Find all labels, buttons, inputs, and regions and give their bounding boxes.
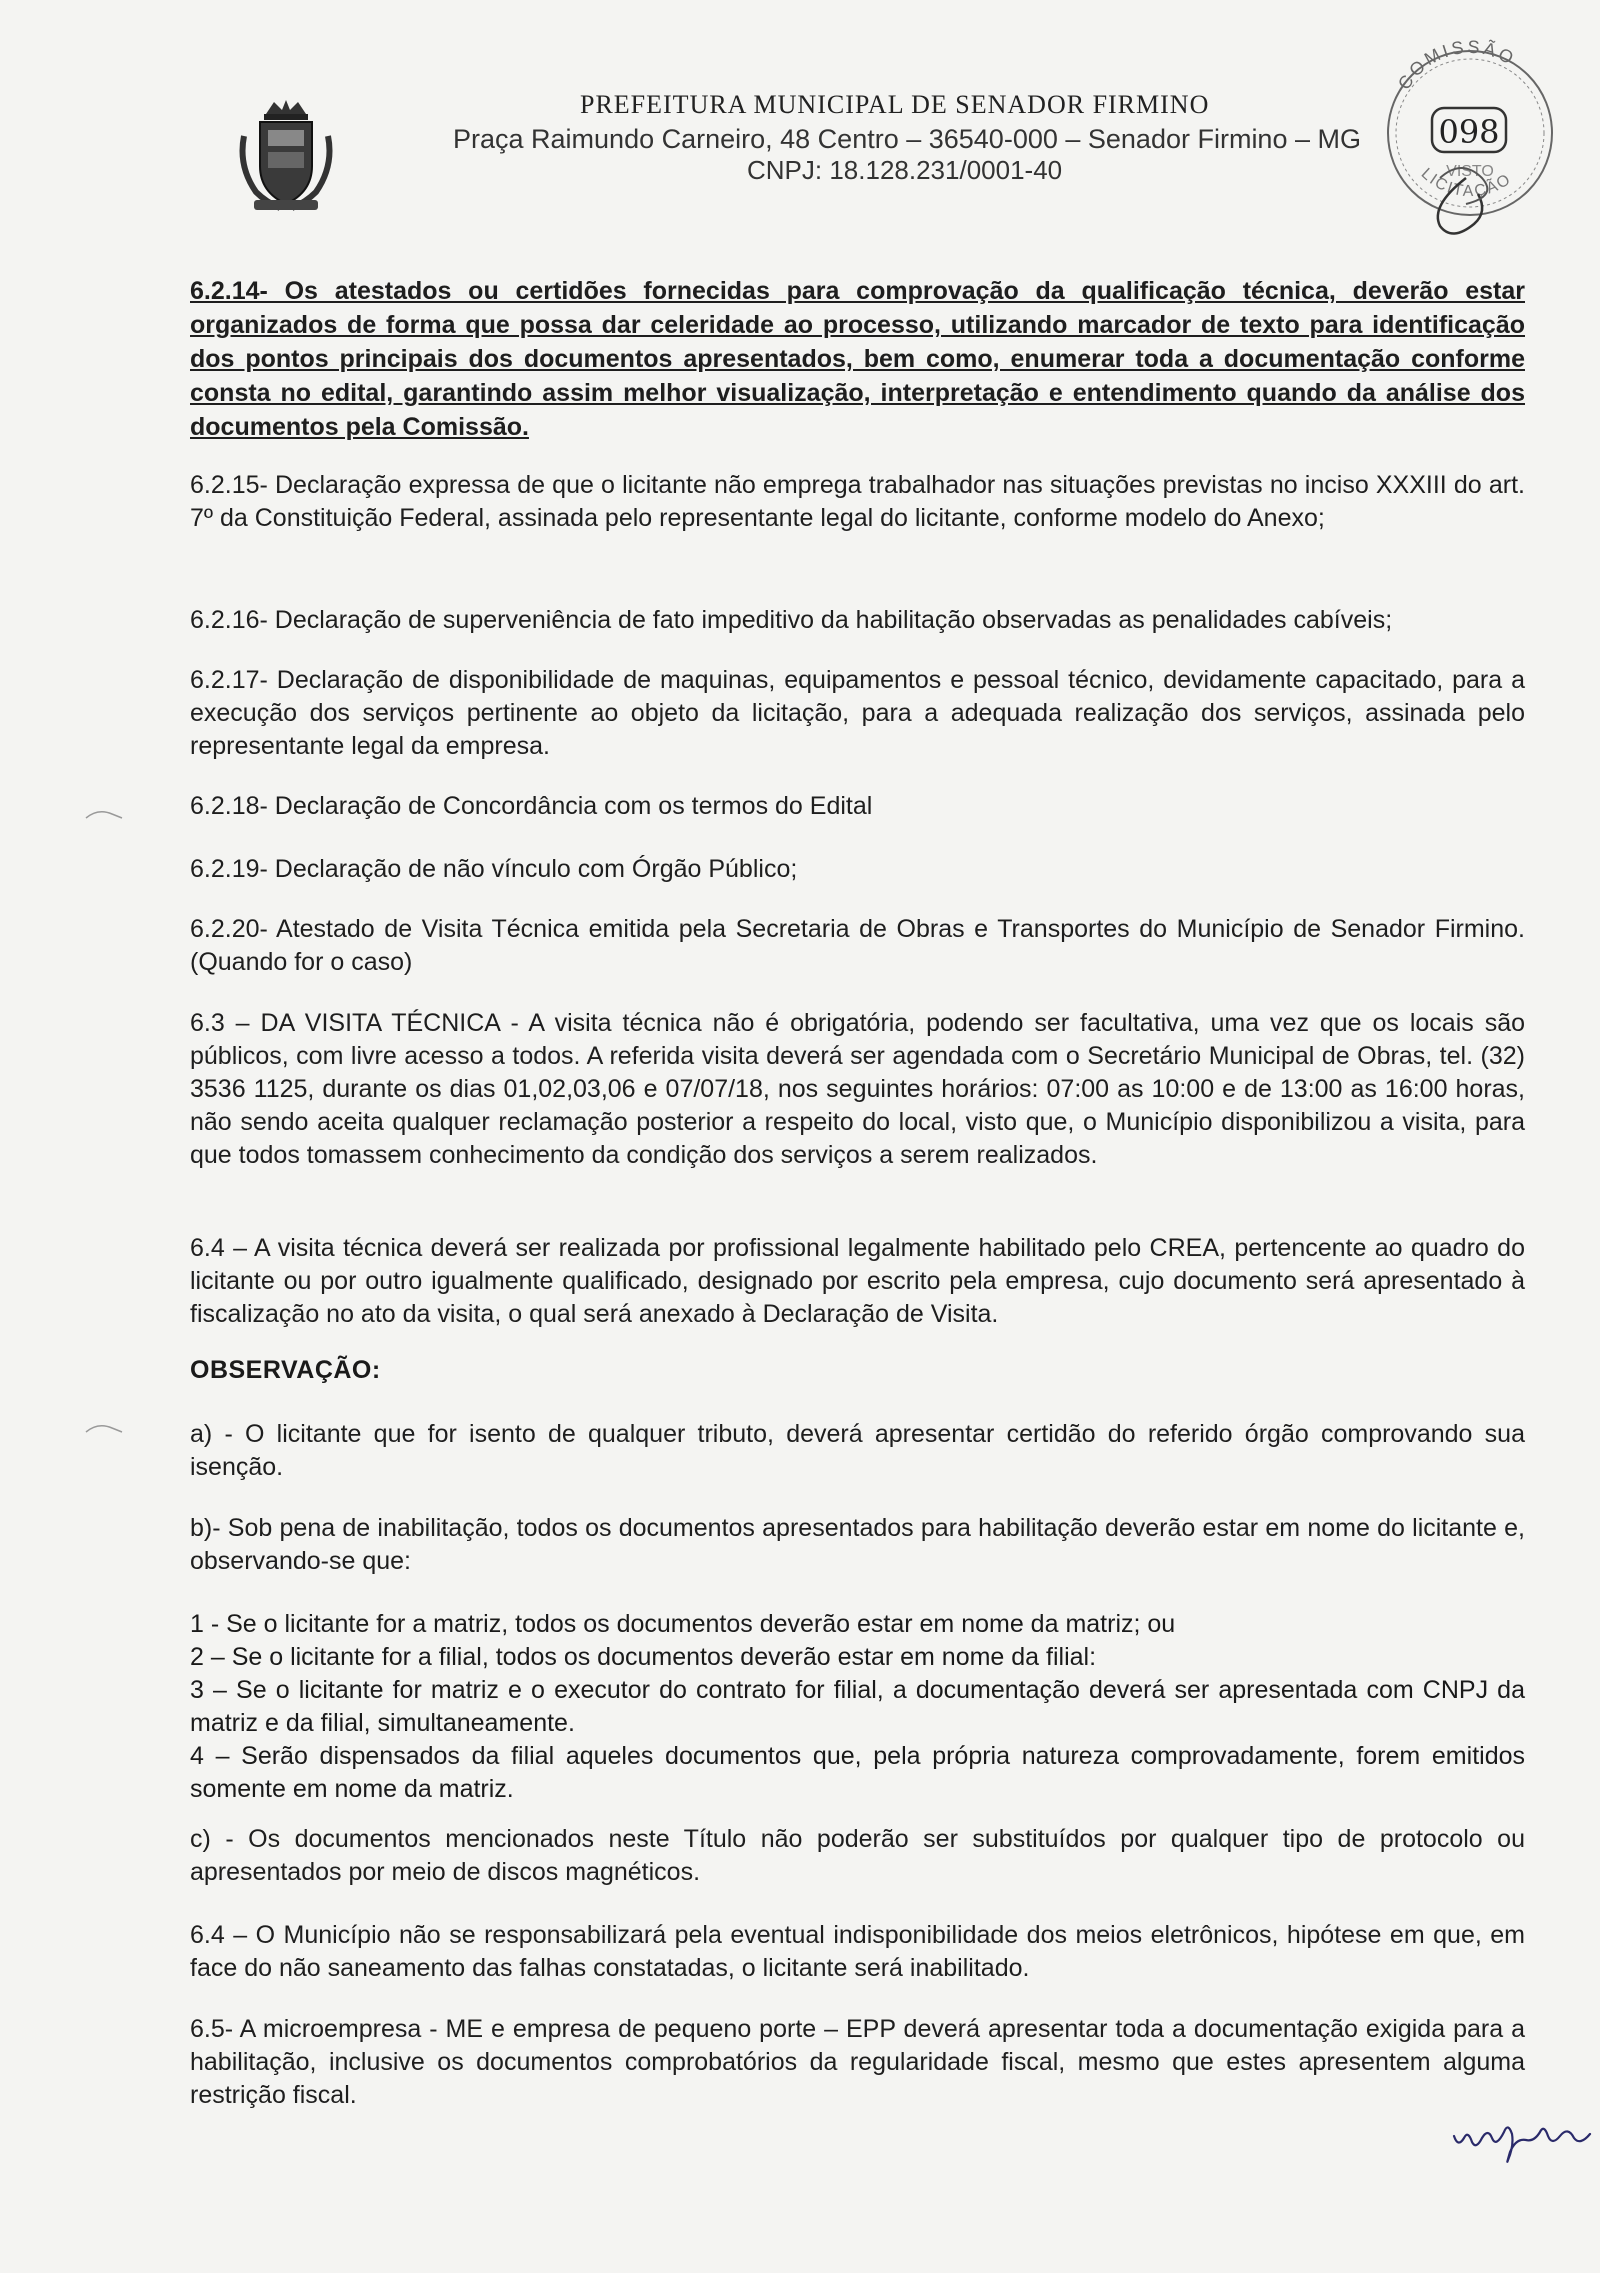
list-item: 2 – Se o licitante for a filial, todos os documentos deverão estar em nome da filial:: [190, 1643, 1097, 1671]
observacao-a: a) - O licitante que for isento de qualquer tributo, deverá apresentar certidão do referido órgão comprovando sua isenção.: [190, 1420, 1525, 1481]
header-title: PREFEITURA MUNICIPAL DE SENADOR FIRMINO: [580, 90, 1210, 119]
commission-stamp-icon: [1370, 28, 1570, 258]
clause-6-3: 6.3 – DA VISITA TÉCNICA - A visita técnica não é obrigatória, podendo ser facultativa, uma vez que os locais são públicos, com livre acesso a todos. A referida visita deverá ser agendada com o Secretário Municipal de Obras, tel. (32) 3536 1125, durante os dias 01,02,03,06 e 07/07/18, nos seguintes horários: 07:00 as 10:00 e de 13:00 as 16:00 horas, não sendo aceita qualquer reclamação posterior a respeito do local, visto que, o Município disponibilizou a visita, para que todos tomassem conhecimento da condição dos serviços a serem realizados.: [190, 1009, 1525, 1169]
margin-mark: [84, 1422, 124, 1436]
list-item: 1 - Se o licitante for a matriz, todos os documentos deverão estar em nome da matriz; ou: [190, 1610, 1176, 1638]
observacao-b: b)- Sob pena de inabilitação, todos os documentos apresentados para habilitação deverão estar em nome do licitante e, observando-se que:: [190, 1514, 1525, 1575]
list-item: 3 – Se o licitante for matriz e o executor do contrato for filial, a documentação deverá ser apresentada com CNPJ da matriz e da filial, simultaneamente.: [190, 1676, 1525, 1737]
clause-6-4-visita: 6.4 – A visita técnica deverá ser realizada por profissional legalmente habilitado pelo CREA, pertencente ao quadro do licitante ou por outro igualmente qualificado, designado por escrito pela empresa, cujo documento será apresentado à fiscalização no ato da visita, o qual será anexado à Declaração de Visita.: [190, 1234, 1525, 1328]
svg-text:COMISSÃO: [1394, 37, 1520, 93]
stamp-bottom-text: LICITAÇÃO: [1417, 165, 1515, 201]
clause-6-2-19: 6.2.19- Declaração de não vínculo com Órgão Público;: [190, 855, 798, 883]
stamp-number: 098: [1438, 113, 1500, 151]
observacao-heading: OBSERVAÇÃO:: [190, 1356, 381, 1384]
clause-6-2-15: 6.2.15- Declaração expressa de que o licitante não emprega trabalhador nas situações previstas no inciso XXXIII do art. 7º da Constituição Federal, assinada pelo representante legal do licitante, conforme modelo do Anexo;: [190, 471, 1525, 532]
stamp-mid-text: VISTO: [1446, 163, 1494, 180]
clause-6-2-18: 6.2.18- Declaração de Concordância com os termos do Edital: [190, 792, 873, 820]
coat-of-arms-icon: [236, 96, 336, 214]
clause-6-2-17: 6.2.17- Declaração de disponibilidade de maquinas, equipamentos e pessoal técnico, devidamente capacitado, para a execução dos serviços pertinente ao objeto da licitação, para a adequada realização dos serviços, assinada pelo representante legal da empresa.: [190, 666, 1525, 760]
list-item: 4 – Serão dispensados da filial aqueles documentos que, pela própria natureza comprovadamente, forem emitidos somente em nome da matriz.: [190, 1742, 1525, 1803]
observacao-c: c) - Os documentos mencionados neste Título não poderão ser substituídos por qualquer tipo de protocolo ou apresentados por meio de discos magnéticos.: [190, 1825, 1525, 1886]
margin-mark: [84, 808, 124, 822]
document-conditions-list: [190, 1608, 1525, 1806]
clause-6-4-meios-eletronicos: 6.4 – O Município não se responsabilizará pela eventual indisponibilidade dos meios eletrônicos, hipótese em que, em face do não saneamento das falhas constatadas, o licitante será inabilitado.: [190, 1921, 1525, 1982]
header-address: Praça Raimundo Carneiro, 48 Centro – 36540-000 – Senador Firmino – MG: [453, 124, 1361, 154]
clause-6-2-14: 6.2.14- Os atestados ou certidões fornecidas para comprovação da qualificação técnica, deverão estar organizados de forma que possa dar celeridade ao processo, utilizando marcador de texto para identificação dos pontos principais dos documentos apresentados, bem como, enumerar toda a documentação conforme consta no edital, garantindo assim melhor visualização, interpretação e entendimento quando da análise dos documentos pela Comissão.: [190, 277, 1525, 441]
stamp-top-text: COMISSÃO: [1393, 36, 1520, 94]
clause-6-2-20: 6.2.20- Atestado de Visita Técnica emitida pela Secretaria de Obras e Transportes do Município de Senador Firmino. (Quando for o caso): [190, 915, 1525, 976]
clause-6-5: 6.5- A microempresa - ME e empresa de pequeno porte – EPP deverá apresentar toda a documentação exigida para a habilitação, inclusive os documentos comprobatórios da regularidade fiscal, mesmo que estes apresentem alguma restrição fiscal.: [190, 2015, 1525, 2109]
clause-6-2-16: 6.2.16- Declaração de superveniência de fato impeditivo da habilitação observadas as penalidades cabíveis;: [190, 606, 1393, 634]
header-cnpj: CNPJ: 18.128.231/0001-40: [747, 155, 1063, 185]
signature-initials: [1448, 2108, 1598, 2168]
